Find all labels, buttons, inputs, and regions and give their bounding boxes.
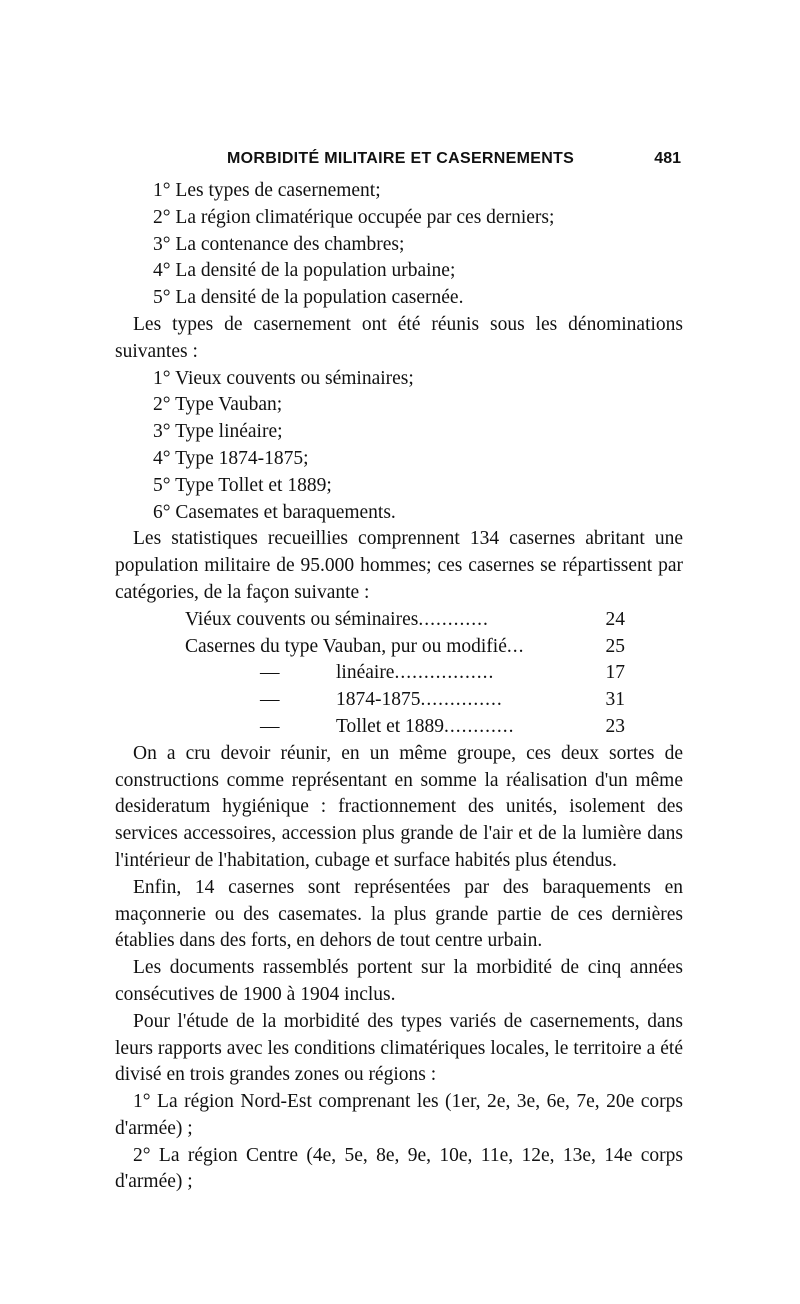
paragraph: Les statistiques recueillies comprennent 134 casernes abritant une population militaire de 95.000 hommes; ces casernes se répartissent par catégories, de la façon suivante : bbox=[115, 528, 683, 603]
ditto-dash: — bbox=[260, 662, 280, 684]
list-item: 4° Type 1874-1875; bbox=[153, 447, 309, 469]
table-row-label: 1874-1875.............. bbox=[336, 689, 503, 711]
paragraph: Les documents rassemblés portent sur la morbidité de cinq années consécutives de 1900 à 1904 inclus. bbox=[115, 957, 683, 1005]
list-item: 1° Vieux couvents ou séminaires; bbox=[153, 367, 414, 389]
list-item: 6° Casemates et baraquements. bbox=[153, 501, 396, 523]
list-item: 2° Type Vauban; bbox=[153, 394, 283, 416]
paragraph: Les types de casernement ont été réunis sous les dénominations suivantes : bbox=[115, 313, 683, 362]
ditto-dash: — bbox=[260, 689, 280, 711]
table-row bbox=[115, 687, 683, 714]
table-row-value: 31 bbox=[605, 689, 625, 711]
region-item: 2° La région Centre (4e, 5e, 8e, 9e, 10e, 11e, 12e, 13e, 14e corps d'armée) ; bbox=[115, 1144, 683, 1193]
ditto-dash: — bbox=[260, 715, 280, 737]
table-row-value: 17 bbox=[605, 662, 625, 684]
table-row-label: Tollet et 1889............ bbox=[336, 715, 515, 737]
table-row bbox=[115, 634, 683, 661]
list-item: 5° Type Tollet et 1889; bbox=[153, 474, 332, 496]
running-header bbox=[115, 150, 683, 174]
table-row-label: Casernes du type Vauban, pur ou modifié... bbox=[185, 635, 525, 657]
page-number: 481 bbox=[654, 150, 681, 167]
table-row-value: 23 bbox=[605, 715, 625, 737]
category-table bbox=[115, 607, 683, 741]
table-row-label: linéaire................. bbox=[336, 662, 495, 684]
table-row bbox=[115, 714, 683, 741]
list-item: 1° Les types de casernement; bbox=[153, 180, 381, 201]
table-row-label: Viéux couvents ou séminaires............ bbox=[185, 608, 489, 630]
header-title: MORBIDITÉ MILITAIRE ET CASERNEMENTS bbox=[227, 150, 575, 167]
table-row bbox=[115, 660, 683, 687]
region-item: 1° La région Nord-Est comprenant les (1er, 2e, 3e, 6e, 7e, 20e corps d'armée) ; bbox=[115, 1091, 683, 1139]
paragraph: On a cru devoir réunir, en un même groupe, ces deux sortes de constructions comme représentant en somme la réalisation d'un même desideratum hygiénique : fractionnement des unités, isolement des services accessoires, accession plus grande de l'air et de la lumière dans l'intérieur de l'habitation, cubage et surface habités plus étendus. bbox=[115, 742, 683, 871]
list-item: 2° La région climatérique occupée par ces derniers; bbox=[153, 206, 555, 228]
list-item: 3° Type linéaire; bbox=[153, 421, 283, 443]
table-row bbox=[115, 607, 683, 634]
table-row-value: 24 bbox=[605, 608, 625, 630]
paragraph: Enfin, 14 casernes sont représentées par des baraquements en maçonnerie ou des casemates. la plus grande partie de ces dernières établies dans des forts, en dehors de tout centre urbain. bbox=[115, 876, 683, 952]
list-item: 3° La contenance des chambres; bbox=[153, 233, 405, 255]
list-item: 4° La densité de la population urbaine; bbox=[153, 260, 456, 282]
list-item: 5° La densité de la population casernée. bbox=[153, 287, 464, 309]
table-row-value: 25 bbox=[605, 635, 625, 657]
body-text bbox=[115, 178, 683, 1196]
paragraph: Pour l'étude de la morbidité des types variés de casernements, dans leurs rapports avec les conditions climatériques locales, le territoire a été divisé en trois grandes zones ou régions : bbox=[115, 1010, 683, 1086]
